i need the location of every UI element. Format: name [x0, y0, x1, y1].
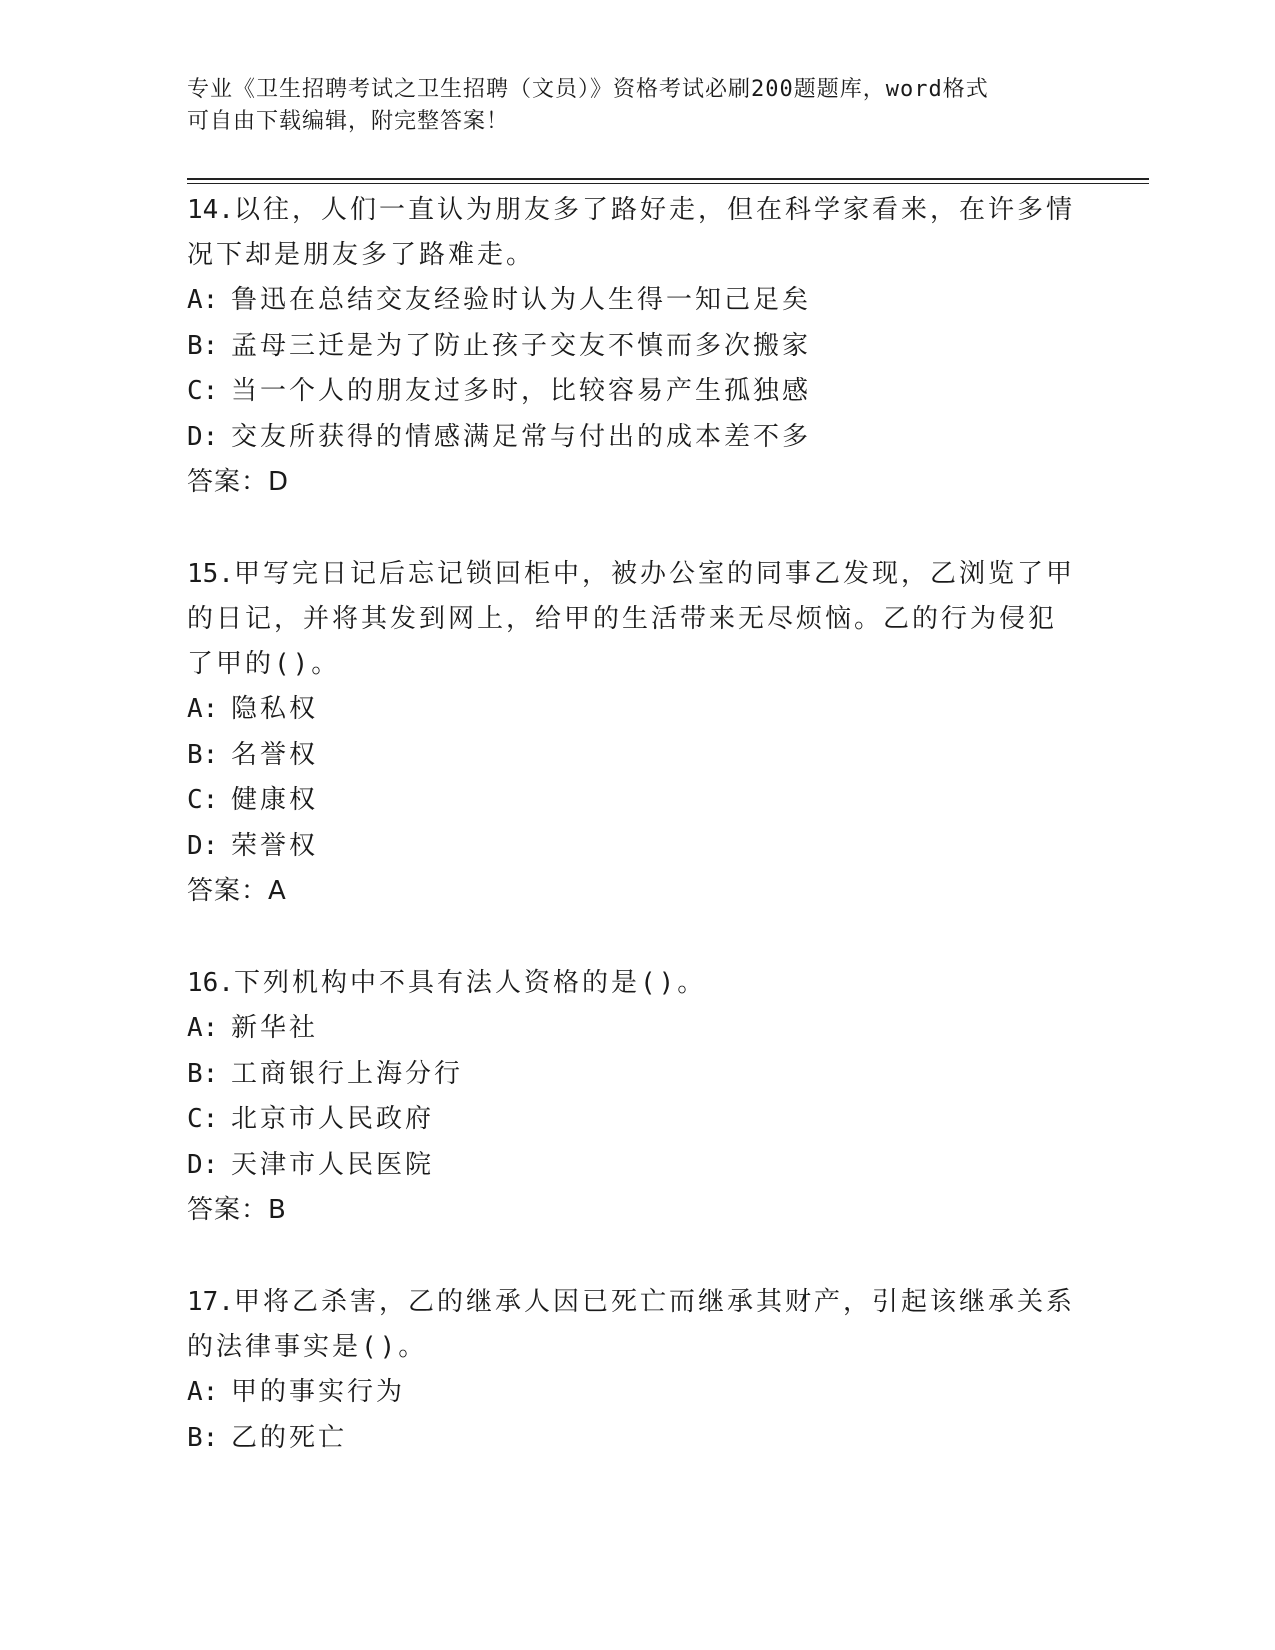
- question-15: [187, 552, 1087, 914]
- option-key: A:: [187, 1013, 219, 1043]
- question-stem: [187, 188, 1087, 233]
- option-key: B:: [187, 330, 219, 361]
- question-text-line: 的日记，并将其发到网上，给甲的生活带来无尽烦恼。乙的行为侵犯: [187, 604, 1058, 634]
- header-line-1: 专业《卫生招聘考试之卫生招聘（文员）》资格考试必刷200题题库，word格式: [187, 77, 989, 102]
- option-d: [187, 1143, 1087, 1189]
- question-text-line: 了甲的()。: [187, 649, 341, 679]
- option-text: 新华社: [231, 1013, 319, 1043]
- option-key: B:: [187, 739, 219, 770]
- option-text: 交友所获得的情感满足常与付出的成本差不多: [231, 421, 812, 452]
- header-line-2: 可自由下载编辑，附完整答案！: [187, 109, 510, 134]
- option-a: [187, 278, 1087, 324]
- option-key: C:: [187, 1104, 219, 1134]
- option-key: D:: [187, 1149, 219, 1180]
- question-16: [187, 961, 1087, 1233]
- option-key: C:: [187, 376, 219, 406]
- option-text: 荣誉权: [231, 830, 319, 861]
- option-key: A:: [187, 1377, 219, 1407]
- option-b: [187, 1052, 1087, 1098]
- question-stem: [187, 552, 1087, 597]
- option-text: 健康权: [231, 785, 319, 815]
- question-number: 16.: [187, 968, 234, 998]
- header-divider-thin: [187, 183, 1149, 184]
- question-number: 15.: [187, 559, 234, 589]
- option-text: 工商银行上海分行: [231, 1058, 464, 1089]
- question-list: [187, 188, 1087, 1508]
- question-17: [187, 1280, 1087, 1461]
- option-c: [187, 1097, 1087, 1143]
- document-header: [187, 74, 1067, 138]
- answer-line: 答案：B: [187, 1195, 287, 1225]
- option-b: [187, 733, 1087, 779]
- option-d: [187, 824, 1087, 870]
- option-a: [187, 1370, 1087, 1416]
- option-key: A:: [187, 285, 219, 315]
- question-text-line: 以往，人们一直认为朋友多了路好走，但在科学家看来，在许多情: [233, 195, 1075, 225]
- option-text: 鲁迅在总结交友经验时认为人生得一知己足矣: [231, 285, 812, 315]
- question-14: [187, 188, 1087, 505]
- option-text: 乙的死亡: [231, 1422, 348, 1453]
- option-text: 孟母三迁是为了防止孩子交友不慎而多次搬家: [231, 330, 812, 361]
- answer-line: 答案：A: [187, 876, 287, 906]
- option-text: 名誉权: [231, 739, 319, 770]
- option-key: A:: [187, 694, 219, 724]
- option-c: [187, 369, 1087, 415]
- option-text: 天津市人民医院: [231, 1149, 435, 1180]
- option-text: 隐私权: [231, 694, 319, 724]
- option-text: 当一个人的朋友过多时，比较容易产生孤独感: [231, 376, 812, 406]
- question-text-line: 甲将乙杀害，乙的继承人因已死亡而继承其财产，引起该继承关系: [233, 1287, 1075, 1317]
- option-b: [187, 324, 1087, 370]
- question-number: 17.: [187, 1287, 234, 1317]
- option-d: [187, 415, 1087, 461]
- question-number: 14.: [187, 195, 234, 225]
- option-text: 北京市人民政府: [231, 1104, 435, 1134]
- answer-line: 答案：D: [187, 467, 290, 497]
- option-a: [187, 687, 1087, 733]
- option-key: D:: [187, 830, 219, 861]
- question-text-line: 甲写完日记后忘记锁回柜中，被办公室的同事乙发现，乙浏览了甲: [233, 559, 1075, 589]
- option-b: [187, 1416, 1087, 1462]
- option-key: B:: [187, 1422, 219, 1453]
- question-stem: [187, 1280, 1087, 1325]
- question-text-line: 况下却是朋友多了路难走。: [187, 240, 536, 270]
- option-key: D:: [187, 421, 219, 452]
- question-stem: [187, 961, 1087, 1006]
- option-key: B:: [187, 1058, 219, 1089]
- option-text: 甲的事实行为: [231, 1377, 406, 1407]
- option-a: [187, 1006, 1087, 1052]
- option-c: [187, 778, 1087, 824]
- option-key: C:: [187, 785, 219, 815]
- question-text-line: 的法律事实是()。: [187, 1332, 428, 1362]
- question-text-line: 下列机构中不具有法人资格的是()。: [233, 968, 707, 998]
- header-divider-thick: [187, 178, 1149, 180]
